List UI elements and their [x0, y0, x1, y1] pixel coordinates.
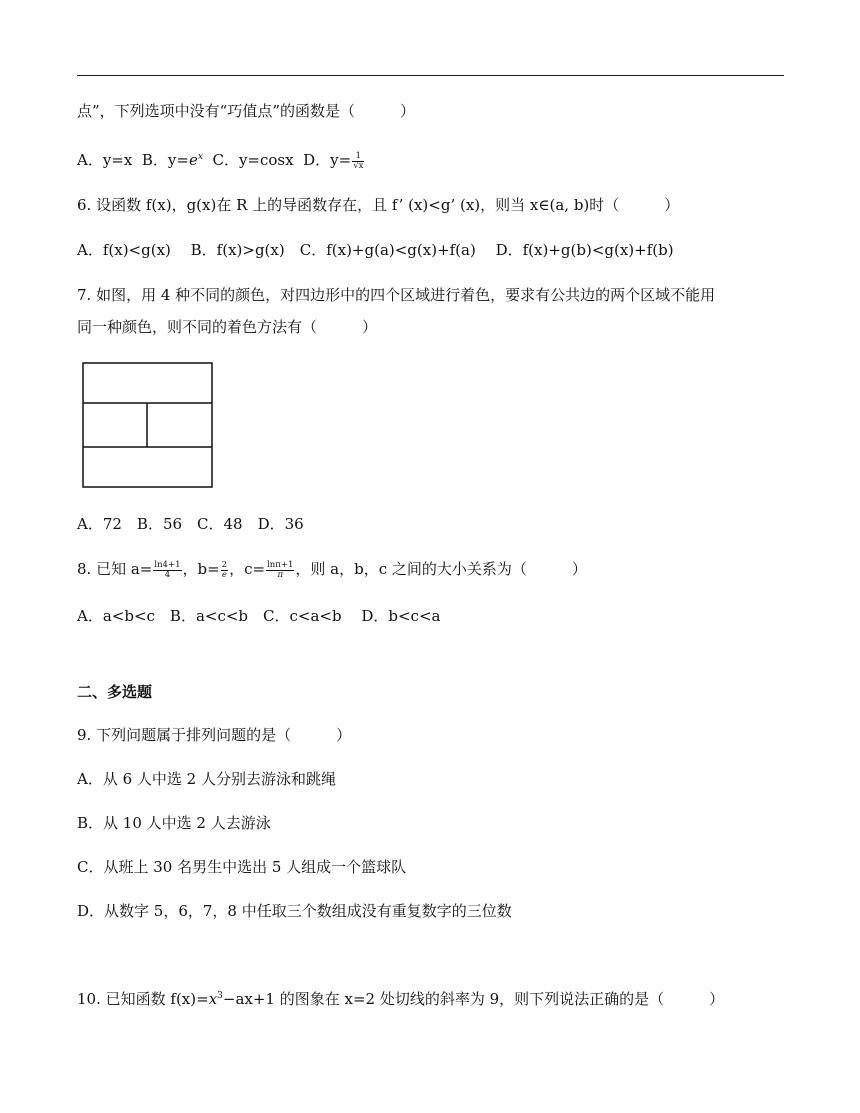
q5-option-c: C．y=cosx	[212, 151, 294, 169]
q5-d-fraction: $\frac{1}{√x}$	[353, 150, 364, 171]
q9-option-d: D．从数字 5，6，7，8 中任取三个数组成没有重复数字的三位数	[77, 902, 512, 920]
section-heading-multiple-choice: 二、多选题	[77, 683, 153, 701]
header-rule	[77, 75, 784, 76]
q5-continuation: 点”，下列选项中没有“巧值点”的函数是（ ）	[77, 102, 416, 120]
q5-option-d: D．y= $\frac{1}{√x}$	[303, 150, 364, 171]
q8-b-fraction: $\frac{2}{e}$	[221, 559, 228, 580]
quadrilateral-regions-figure	[82, 362, 214, 490]
q10-stem: 10. 已知函数 $f(x)=x^3-ax+1$ 的图象在 x=2 处切线的斜率为 9，则下列说法正确的是（ ）	[77, 990, 725, 1008]
q9-stem: 9. 下列问题属于排列问题的是（ ）	[77, 726, 352, 744]
q8-stem: 8. 已知 a= $\frac{\ln 4+1}{4}$ ，b= $\frac{2}{e}$ ，c= $\frac{\ln\pi+1}{\pi}$ ，则 a，b，c 之间的大小关系为（ ）	[77, 559, 587, 580]
q5-option-a: A．y=x	[77, 151, 133, 169]
q9-option-c: C．从班上 30 名男生中选出 5 人组成一个篮球队	[77, 858, 407, 876]
q7-stem-line2: 同一种颜色，则不同的着色方法有（ ）	[77, 318, 378, 336]
q8-options: A．a<b<c B．a<c<b C．c<a<b D．b<c<a	[77, 607, 441, 625]
q5-option-b: B．$y=e^x$	[141, 151, 203, 169]
q7-options: A．72 B．56 C．48 D．36	[77, 515, 304, 533]
q8-a-fraction: $\frac{\ln 4+1}{4}$	[154, 559, 181, 580]
q6-stem: 6. 设函数 f(x)，g(x)在 R 上的导函数存在，且 f’ (x)<g’ (x)，则当 x∈(a, b)时（ ）	[77, 196, 680, 214]
q8-c-fraction: $\frac{\ln\pi+1}{\pi}$	[267, 559, 294, 580]
q5-options	[77, 147, 365, 171]
q7-stem-line1: 7. 如图，用 4 种不同的颜色，对四边形中的四个区域进行着色，要求有公共边的两个区域不能用	[77, 286, 716, 304]
q9-option-b: B．从 10 人中选 2 人去游泳	[77, 814, 271, 832]
q6-options: A．f(x)<g(x) B．f(x)>g(x) C．f(x)+g(a)<g(x)+f(a) D．f(x)+g(b)<g(x)+f(b)	[77, 241, 674, 259]
q9-option-a: A．从 6 人中选 2 人分别去游泳和跳绳	[77, 770, 336, 788]
